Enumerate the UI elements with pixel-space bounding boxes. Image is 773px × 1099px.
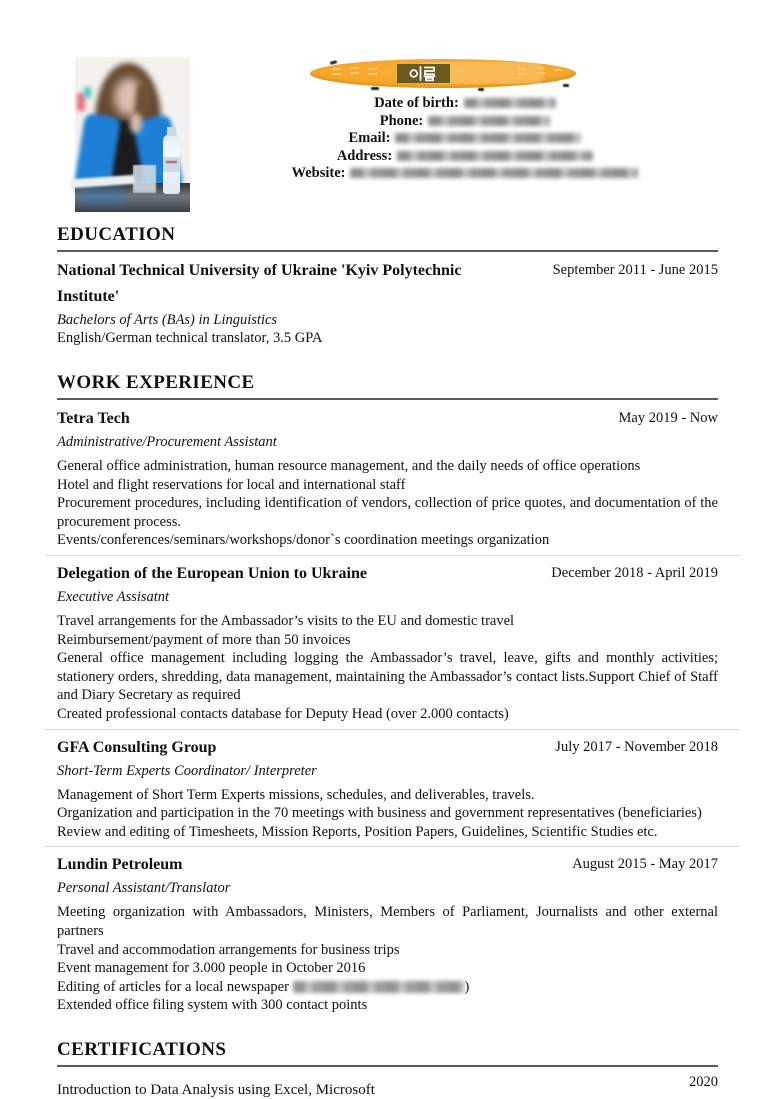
school-name: National Technical University of Ukraine 'Kyiv Polytechnic Institute' bbox=[57, 262, 462, 305]
hidden-name-mark bbox=[371, 87, 379, 90]
photo-background-marker bbox=[84, 87, 91, 98]
contact-label: Date of birth: bbox=[374, 95, 459, 111]
job-description bbox=[57, 903, 718, 1015]
job-bullet: Extended office filing system with 300 contact points bbox=[57, 997, 368, 1014]
sticker-dash bbox=[350, 72, 359, 74]
job-bullet: Events/conferences/seminars/workshops/donor`s coordination meetings organization bbox=[57, 532, 550, 549]
contact-row-website bbox=[190, 165, 740, 183]
sticker-dash bbox=[368, 73, 377, 75]
job-bullet: Meeting organization with Ambassadors, Ministers, Members of Parliament, Journalists and other external partners bbox=[57, 904, 718, 939]
section-work-experience bbox=[57, 372, 718, 1015]
sticker-dash bbox=[518, 68, 527, 70]
sticker-dash bbox=[554, 69, 562, 71]
certification-year: 2020 bbox=[689, 1073, 718, 1090]
redacted-url bbox=[293, 981, 465, 993]
job-role: Personal Assistant/Translator bbox=[57, 880, 231, 897]
sticker-dash bbox=[332, 73, 341, 75]
job-bullet: Reimbursement/payment of more than 50 invoices bbox=[57, 631, 351, 648]
job-head bbox=[57, 735, 718, 761]
contact-row-date-of-birth bbox=[190, 95, 740, 113]
job-bullet: Created professional contacts database for Deputy Head (over 2.000 contacts) bbox=[57, 705, 509, 722]
company-name: Delegation of the European Union to Ukraine bbox=[57, 564, 367, 582]
job-bullet: Travel and accommodation arrangements for business trips bbox=[57, 941, 400, 958]
redacted-value bbox=[395, 133, 581, 143]
job-bullet: Event management for 3.000 people in October 2016 bbox=[57, 960, 366, 977]
resume-header bbox=[0, 0, 773, 224]
education-heading: EDUCATION bbox=[57, 224, 718, 252]
degree-title: Bachelors of Arts (BAs) in Linguistics bbox=[57, 312, 278, 328]
photo-bottle-cap bbox=[167, 127, 176, 136]
redacted-value bbox=[428, 116, 550, 126]
certification-title: Introduction to Data Analysis using Excel, Microsoft bbox=[57, 1081, 375, 1098]
contact-label: Phone: bbox=[379, 112, 424, 129]
job-entry-eu-delegation bbox=[57, 561, 718, 724]
resume-content bbox=[57, 224, 718, 1099]
redacted-value bbox=[464, 98, 556, 108]
job-bullet: General office management including logging the Ambassador’s travel, leave, gifts and monthly activities; stationery orders, shredding, data management, maintaining the Ambassador’s contact lists.Support Chief of Staff and Diary Secretary as required bbox=[57, 650, 718, 704]
job-head bbox=[57, 852, 718, 878]
contact-row-phone bbox=[190, 113, 740, 131]
photo-desk-reflection bbox=[79, 187, 125, 205]
job-dates: December 2018 - April 2019 bbox=[551, 564, 718, 581]
hidden-name-mark bbox=[563, 84, 569, 87]
job-dates: August 2015 - May 2017 bbox=[572, 856, 718, 873]
contact-block bbox=[190, 95, 740, 183]
entry-separator bbox=[45, 729, 740, 730]
photo-hand bbox=[130, 113, 142, 133]
certifications-heading: CERTIFICATIONS bbox=[57, 1039, 718, 1067]
sticker-dash bbox=[368, 68, 377, 70]
work-experience-heading: WORK EXPERIENCE bbox=[57, 372, 718, 400]
job-head bbox=[57, 406, 718, 432]
job-bullet-with-redacted-url bbox=[57, 978, 718, 997]
job-bullet: Hotel and flight reservations for local and international staff bbox=[57, 476, 406, 493]
section-certifications bbox=[57, 1039, 718, 1099]
sticker-dash bbox=[332, 68, 341, 70]
bullet-text: ) bbox=[464, 978, 470, 995]
education-entry-head bbox=[57, 258, 718, 310]
job-bullet: Review and editing of Timesheets, Mission Reports, Position Papers, Guidelines, Scientific Studies etc. bbox=[57, 823, 658, 840]
job-entry-gfa-consulting bbox=[57, 735, 718, 842]
job-bullet: Organization and participation in the 70 meetings with business and government representatives (beneficiaries) bbox=[57, 805, 702, 822]
company-name: GFA Consulting Group bbox=[57, 738, 217, 756]
job-entry-tetra-tech bbox=[57, 406, 718, 550]
contact-label: Address: bbox=[336, 147, 393, 164]
contact-label: Website: bbox=[291, 165, 346, 182]
redacted-value bbox=[350, 168, 638, 178]
photo-bottle-label bbox=[163, 157, 180, 172]
contact-row-email bbox=[190, 130, 740, 148]
job-bullet: General office administration, human resource management, and the daily needs of office operations bbox=[57, 458, 641, 474]
hidden-name-mark bbox=[478, 88, 484, 91]
sticker-dash bbox=[536, 67, 545, 69]
job-entry-lundin-petroleum bbox=[57, 852, 718, 1015]
job-bullet: Travel arrangements for the Ambassador’s visits to the EU and domestic travel bbox=[57, 612, 515, 629]
job-bullet: Management of Short Term Experts missions, schedules, and deliverables, travels. bbox=[57, 786, 535, 803]
name-label-badge bbox=[397, 64, 450, 83]
name-label-hangul-icon bbox=[409, 66, 439, 81]
job-role: Administrative/Procurement Assistant bbox=[57, 434, 277, 450]
job-description bbox=[57, 612, 718, 724]
bullet-text: Editing of articles for a local newspaper bbox=[57, 978, 293, 995]
certification-item bbox=[57, 1073, 718, 1099]
section-education bbox=[57, 224, 718, 348]
profile-photo bbox=[75, 57, 190, 212]
company-name: Tetra Tech bbox=[57, 410, 130, 427]
entry-separator bbox=[45, 555, 740, 556]
sticker-dash bbox=[536, 72, 545, 74]
job-bullet: Procurement procedures, including identification of vendors, collection of price quotes, and documentation of the procurement process. bbox=[57, 495, 718, 530]
photo-bottle-label-text bbox=[166, 161, 177, 163]
job-dates: July 2017 - November 2018 bbox=[555, 738, 718, 755]
redacted-value bbox=[397, 151, 593, 161]
education-dates: September 2011 - June 2015 bbox=[552, 262, 718, 278]
company-name: Lundin Petroleum bbox=[57, 856, 183, 874]
sticker-dash bbox=[350, 67, 359, 69]
education-details: English/German technical translator, 3.5 GPA bbox=[57, 330, 323, 346]
name-redaction-sticker bbox=[310, 59, 576, 88]
job-head bbox=[57, 561, 718, 587]
job-description bbox=[57, 786, 718, 842]
contact-row-address bbox=[190, 148, 740, 166]
contact-label: Email: bbox=[348, 130, 391, 147]
entry-separator bbox=[45, 846, 740, 847]
job-dates: May 2019 - Now bbox=[618, 410, 718, 426]
job-description bbox=[57, 457, 718, 550]
sticker-dash bbox=[518, 73, 527, 75]
photo-water-glass bbox=[133, 165, 156, 193]
job-role: Executive Assisatnt bbox=[57, 588, 170, 605]
job-role: Short-Term Experts Coordinator/ Interpreter bbox=[57, 762, 317, 779]
